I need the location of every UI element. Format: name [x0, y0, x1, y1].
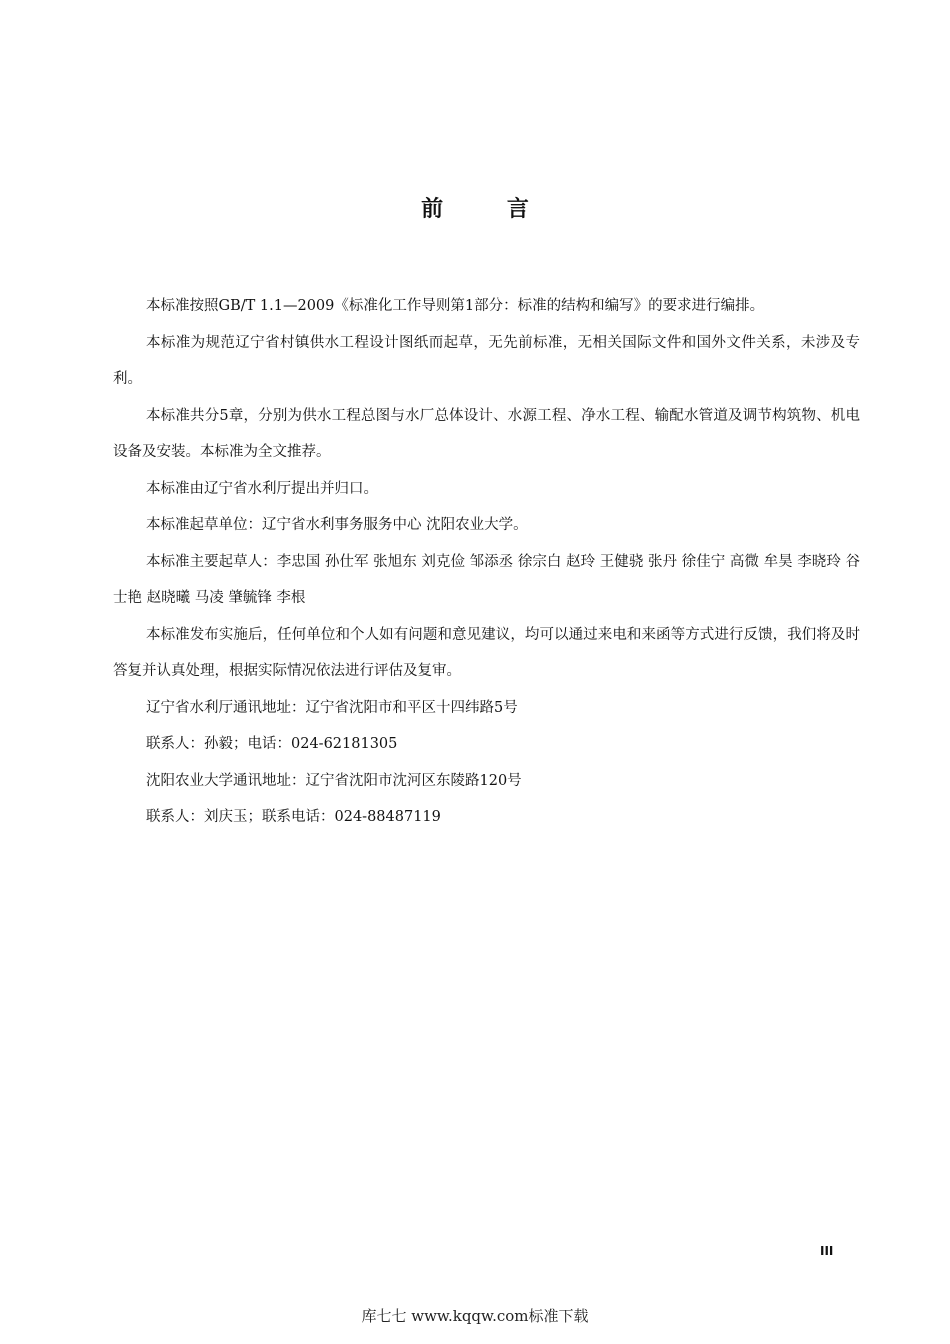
- paragraph-feedback: 本标准发布实施后，任何单位和个人如有问题和意见建议，均可以通过来电和来函等方式进行反馈，我们将及时答复并认真处理，根据实际情况依法进行评估及复审。: [113, 626, 860, 679]
- page-title: 前 言: [421, 196, 557, 222]
- preface-body: [113, 288, 860, 836]
- paragraph-address-water-dept: 辽宁省水利厅通讯地址：辽宁省沈阳市和平区十四纬路5号: [146, 699, 518, 716]
- paragraph-chapters: 本标准共分5章，分别为供水工程总图与水厂总体设计、水源工程、净水工程、输配水管道及调节构筑物、机电设备及安装。本标准为全文推荐。: [113, 407, 860, 460]
- paragraph-drafting-rules: 本标准按照GB/T 1.1—2009《标准化工作导则第1部分：标准的结构和编写》的要求进行编排。: [146, 298, 765, 314]
- paragraph-contact-university: 联系人：刘庆玉；联系电话：024-88487119: [146, 809, 441, 825]
- page-number: III: [820, 1244, 834, 1258]
- paragraph-proposer: 本标准由辽宁省水利厅提出并归口。: [146, 480, 378, 497]
- paragraph-purpose: 本标准为规范辽宁省村镇供水工程设计图纸而起草，无先前标准，无相关国际文件和国外文件关系，未涉及专利。: [113, 334, 860, 387]
- footer-watermark: 库七七 www.kqqw.com标准下载: [361, 1307, 589, 1325]
- paragraph-address-university: 沈阳农业大学通讯地址：辽宁省沈阳市沈河区东陵路120号: [146, 772, 522, 789]
- paragraph-drafters: 本标准主要起草人：李忠国 孙仕军 张旭东 刘克俭 邹添丞 徐宗白 赵玲 王健骁 张丹 徐佳宁 高微 牟昊 李晓玲 谷士艳 赵晓曦 马凌 肇毓锋 李根: [113, 553, 860, 606]
- paragraph-drafting-units: 本标准起草单位：辽宁省水利事务服务中心 沈阳农业大学。: [146, 517, 528, 533]
- paragraph-contact-water-dept: 联系人：孙毅；电话：024-62181305: [146, 736, 398, 752]
